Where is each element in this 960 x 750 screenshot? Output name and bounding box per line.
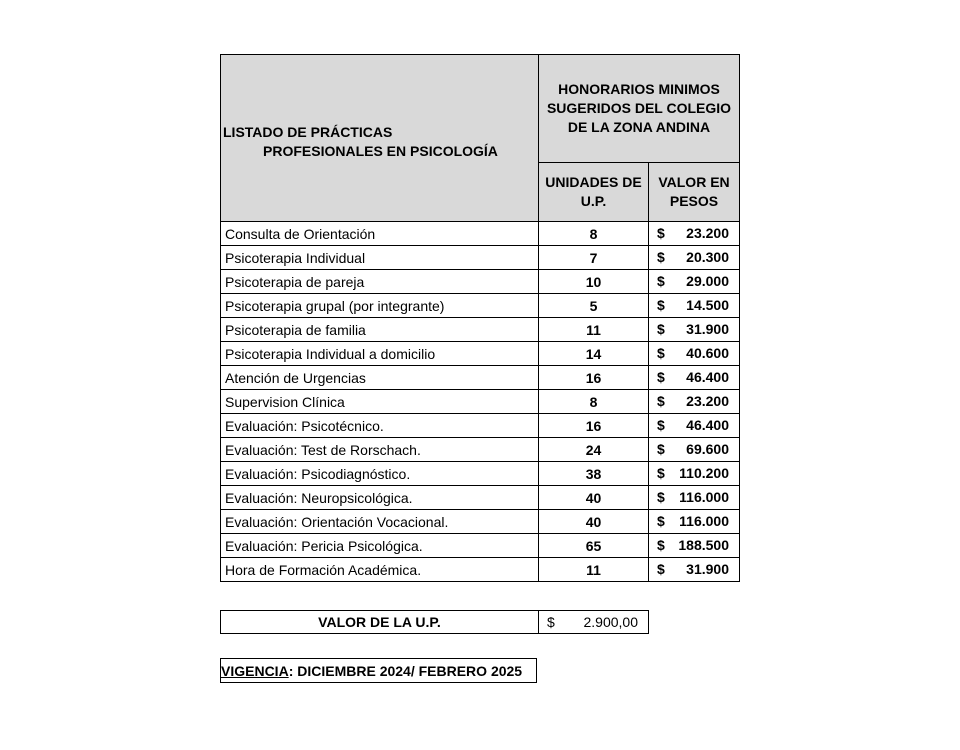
practice-price [649, 438, 740, 462]
up-value-amount: 2.900,00 [583, 614, 638, 630]
price-amount: 31.900 [686, 561, 729, 577]
up-currency-symbol: $ [547, 614, 555, 630]
practice-price [649, 366, 740, 390]
practice-name: Psicoterapia grupal (por integrante) [221, 294, 539, 318]
practice-name: Psicoterapia de pareja [221, 270, 539, 294]
practice-units: 16 [539, 366, 649, 390]
currency-symbol: $ [657, 321, 665, 337]
practice-units: 24 [539, 438, 649, 462]
units-column-header: UNIDADES DE U.P. [539, 163, 649, 222]
up-value-label: VALOR DE LA U.P. [221, 611, 539, 634]
practices-header [221, 55, 539, 222]
practice-price [649, 414, 740, 438]
currency-symbol: $ [657, 297, 665, 313]
practices-title-line2: PROFESIONALES EN PSICOLOGÍA [263, 143, 498, 159]
practice-price [649, 534, 740, 558]
currency-symbol: $ [657, 273, 665, 289]
practice-name: Supervision Clínica [221, 390, 539, 414]
table-row [221, 438, 740, 462]
practice-units: 40 [539, 486, 649, 510]
price-amount: 46.400 [686, 369, 729, 385]
fees-header: HONORARIOS MINIMOS SUGERIDOS DEL COLEGIO DE LA ZONA ANDINA [539, 55, 740, 163]
practice-name: Psicoterapia de familia [221, 318, 539, 342]
currency-symbol: $ [657, 441, 665, 457]
practice-price [649, 390, 740, 414]
currency-symbol: $ [657, 249, 665, 265]
table-row [221, 246, 740, 270]
table-row [221, 222, 740, 246]
practice-units: 11 [539, 318, 649, 342]
practice-units: 10 [539, 270, 649, 294]
price-amount: 23.200 [686, 225, 729, 241]
validity-period [220, 658, 537, 683]
price-amount: 46.400 [686, 417, 729, 433]
practice-name: Evaluación: Test de Rorschach. [221, 438, 539, 462]
price-amount: 116.000 [679, 489, 729, 505]
table-row [221, 270, 740, 294]
price-amount: 29.000 [686, 273, 729, 289]
currency-symbol: $ [657, 489, 665, 505]
practice-name: Evaluación: Pericia Psicológica. [221, 534, 539, 558]
table-row [221, 534, 740, 558]
practice-name: Evaluación: Orientación Vocacional. [221, 510, 539, 534]
practice-units: 14 [539, 342, 649, 366]
practice-price [649, 294, 740, 318]
price-amount: 20.300 [686, 249, 729, 265]
practice-price [649, 558, 740, 582]
table-row [221, 414, 740, 438]
currency-symbol: $ [657, 225, 665, 241]
practices-title-line1: LISTADO DE PRÁCTICAS [223, 124, 393, 140]
practice-name: Evaluación: Psicotécnico. [221, 414, 539, 438]
practice-price [649, 486, 740, 510]
table-row [221, 510, 740, 534]
practice-price [649, 510, 740, 534]
fees-table [220, 54, 740, 582]
practice-name: Psicoterapia Individual a domicilio [221, 342, 539, 366]
practice-units: 8 [539, 390, 649, 414]
price-amount: 14.500 [686, 297, 729, 313]
currency-symbol: $ [657, 393, 665, 409]
price-amount: 110.200 [679, 465, 729, 481]
practice-units: 65 [539, 534, 649, 558]
currency-symbol: $ [657, 465, 665, 481]
currency-symbol: $ [657, 513, 665, 529]
practice-name: Evaluación: Neuropsicológica. [221, 486, 539, 510]
price-amount: 31.900 [686, 321, 729, 337]
table-row [221, 294, 740, 318]
price-amount: 23.200 [686, 393, 729, 409]
practice-name: Psicoterapia Individual [221, 246, 539, 270]
price-amount: 69.600 [686, 441, 729, 457]
price-amount: 116.000 [679, 513, 729, 529]
price-amount: 188.500 [678, 537, 729, 553]
practice-units: 11 [539, 558, 649, 582]
practice-price [649, 222, 740, 246]
practice-name: Atención de Urgencias [221, 366, 539, 390]
validity-label: VIGENCIA [221, 663, 289, 679]
practice-units: 16 [539, 414, 649, 438]
currency-symbol: $ [657, 561, 665, 577]
practice-name: Evaluación: Psicodiagnóstico. [221, 462, 539, 486]
fees-table-body [221, 222, 740, 582]
table-row [221, 462, 740, 486]
practice-units: 7 [539, 246, 649, 270]
practice-units: 8 [539, 222, 649, 246]
practice-price [649, 342, 740, 366]
table-row [221, 486, 740, 510]
practice-name: Consulta de Orientación [221, 222, 539, 246]
practice-units: 40 [539, 510, 649, 534]
price-amount: 40.600 [686, 345, 729, 361]
validity-dates: : DICIEMBRE 2024/ FEBRERO 2025 [288, 663, 523, 679]
table-row [221, 558, 740, 582]
value-column-header: VALOR EN PESOS [649, 163, 740, 222]
practice-price [649, 246, 740, 270]
currency-symbol: $ [657, 537, 665, 553]
table-row [221, 366, 740, 390]
currency-symbol: $ [657, 369, 665, 385]
practice-name: Hora de Formación Académica. [221, 558, 539, 582]
table-row [221, 342, 740, 366]
table-row [221, 390, 740, 414]
up-value-box [220, 610, 649, 634]
practice-price [649, 318, 740, 342]
practice-price [649, 270, 740, 294]
practice-units: 38 [539, 462, 649, 486]
currency-symbol: $ [657, 417, 665, 433]
up-value-cell [539, 611, 649, 634]
table-row [221, 318, 740, 342]
currency-symbol: $ [657, 345, 665, 361]
practice-units: 5 [539, 294, 649, 318]
practice-price [649, 462, 740, 486]
